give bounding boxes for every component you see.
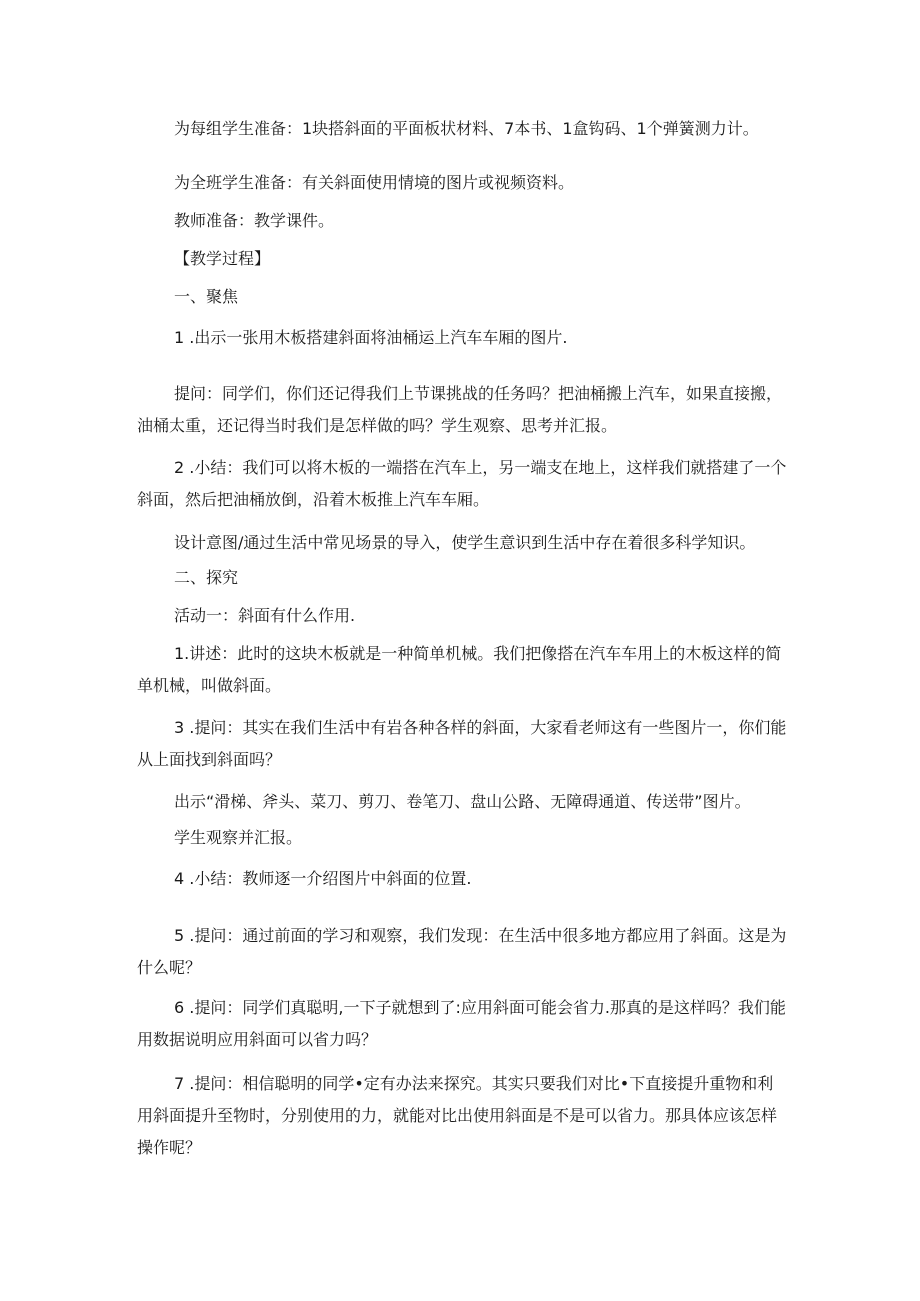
paragraph-show-pictures: 出示“滑梯、斧头、菜刀、剪刀、卷笔刀、盘山公路、无障碍通道、传送带”图片。 <box>174 792 751 811</box>
section-heading-explore: 二、探究 <box>174 568 239 587</box>
paragraph-materials-class: 为全班学生准备：有关斜面使用情境的图片或视频资料。 <box>174 173 575 192</box>
paragraph-explain-1: 1.讲述：此时的这块木板就是一种简单机械。我们把像搭在汽车车用上的木板这样的简单机械，叫做斜面。 <box>137 644 782 695</box>
paragraph-teacher-prep: 教师准备：教学课件。 <box>174 211 335 230</box>
paragraph-step-5: 5 .提问：通过前面的学习和观察，我们发现：在生活中很多地方都应用了斜面。这是为什么呢？ <box>137 926 787 977</box>
paragraph-design-intent: 设计意图/通过生活中常见场景的导入，使学生意识到生活中存在着很多科学知识。 <box>174 533 756 552</box>
paragraph-step-6: 6 .提问：同学们真聪明,一下子就想到了:应用斜面可能会省力.那真的是这样吗？我们能用数据说明应用斜面可以省力吗？ <box>137 998 786 1049</box>
paragraph-step-2: 2 .小结：我们可以将木板的一端搭在汽车上，另一端支在地上，这样我们就搭建了一个斜面，然后把油桶放倒，沿着木板推上汽车车厢。 <box>137 458 787 509</box>
paragraph-materials-group: 为每组学生准备：1块搭斜面的平面板状材料、7本书、1盒钩码、1个弹簧测力计。 <box>174 119 759 138</box>
paragraph-step-3: 3 .提问：其实在我们生活中有岩各种各样的斜面，大家看老师这有一些图片一，你们能从上面找到斜面吗？ <box>137 718 787 769</box>
paragraph-step-4: 4 .小结：教师逐一介绍图片中斜面的位置. <box>174 869 472 888</box>
section-heading-process: 【教学过程】 <box>174 249 271 268</box>
paragraph-step-1: 1 .出示一张用木板搭建斜面将油桶运上汽车车厢的图片. <box>174 328 568 347</box>
paragraph-step-7: 7 .提问：相信聪明的同学•定有办法来探究。其实只要我们对比•下直接提升重物和利用斜面提升至物时，分别使用的力，就能对比出使用斜面是不是可以省力。那具体应该怎样操作呢？ <box>137 1074 778 1157</box>
paragraph-student-report: 学生观察并汇报。 <box>174 828 303 847</box>
section-heading-focus: 一、聚焦 <box>174 287 239 306</box>
activity-heading-1: 活动一：斜面有什么作用. <box>174 606 356 625</box>
paragraph-question-1: 提问：同学们，你们还记得我们上节课挑战的任务吗？把油桶搬上汽车，如果直接搬，油桶太重，还记得当时我们是怎样做的吗？学生观察、思考并汇报。 <box>137 384 783 435</box>
